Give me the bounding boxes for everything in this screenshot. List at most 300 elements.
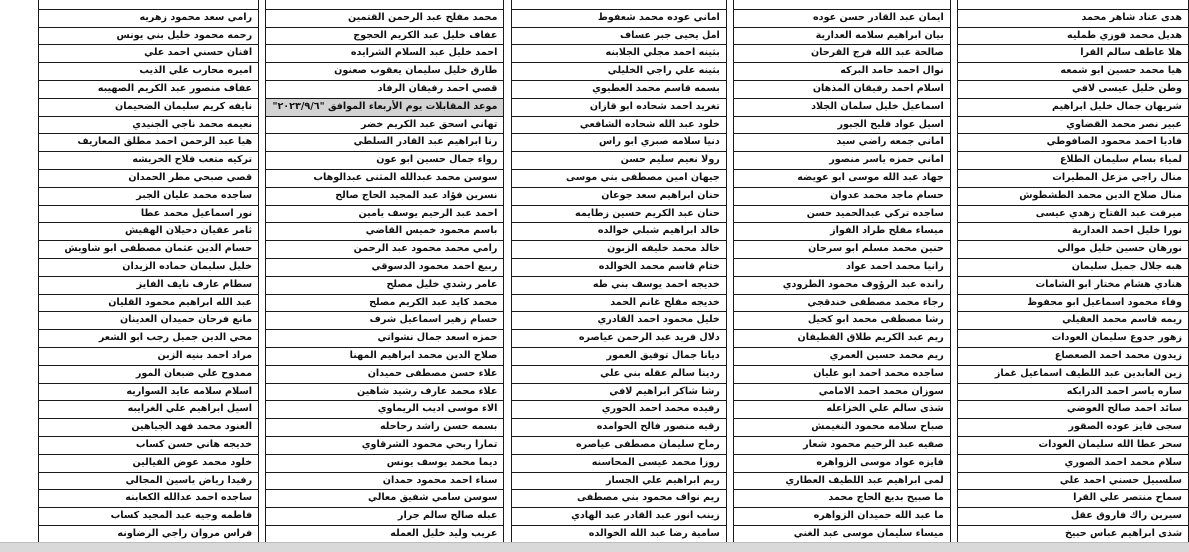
name-cell: زهور جدوع سليمان العودات — [958, 330, 1189, 348]
name-cell: ديما محمد يوسف يونس — [266, 454, 504, 472]
table-row — [39, 508, 1189, 526]
column-gap — [504, 116, 511, 134]
column-gap — [504, 383, 511, 401]
column-gap — [504, 80, 511, 98]
column-gap — [950, 169, 957, 187]
table-row — [39, 419, 1189, 437]
column-gap — [950, 152, 957, 170]
column-gap — [504, 401, 511, 419]
column-gap — [726, 134, 733, 152]
column-gap — [259, 80, 266, 98]
name-cell: عبير نصر محمد القضاوي — [958, 116, 1189, 134]
name-cell: علاء محمد عارف رشيد شاهين — [266, 383, 504, 401]
column-gap — [504, 276, 511, 294]
table-row — [39, 27, 1189, 45]
name-cell: بيان ابراهيم سلامه العدارية — [734, 27, 951, 45]
name-cell: ريم نواف محمود بني مصطفى — [511, 490, 726, 508]
column-gap — [950, 9, 957, 27]
name-cell: افنان حسني احمد علي — [39, 45, 259, 63]
name-cell: سحر عطا الله سليمان العودات — [958, 436, 1189, 454]
column-gap — [726, 401, 733, 419]
column-gap — [726, 116, 733, 134]
table-row — [39, 134, 1189, 152]
column-gap — [726, 472, 733, 490]
name-cell: رانده عبد الرؤوف محمود الطرودي — [734, 276, 951, 294]
column-gap — [259, 241, 266, 259]
table-row — [39, 276, 1189, 294]
name-cell: زينب انور عبد القادر عبد الهادي — [511, 508, 726, 526]
name-cell: سيرين راك فاروق عقل — [958, 508, 1189, 526]
name-cell: ميرفت عبد الفتاح زهدي عيسى — [958, 205, 1189, 223]
column-gap — [259, 436, 266, 454]
column-gap — [950, 187, 957, 205]
name-cell: تغريد احمد شحاده ابو قازان — [511, 98, 726, 116]
column-gap — [259, 116, 266, 134]
name-cell — [266, 0, 504, 9]
name-cell: رشا مصطفى محمد ابو كحيل — [734, 312, 951, 330]
name-cell: رولا نعيم سليم حسن — [511, 152, 726, 170]
column-gap — [259, 347, 266, 365]
column-gap — [504, 0, 511, 9]
name-cell: جيهان امين مصطفى بني موسى — [511, 169, 726, 187]
column-gap — [950, 276, 957, 294]
column-gap — [726, 187, 733, 205]
column-gap — [259, 134, 266, 152]
column-gap — [504, 152, 511, 170]
name-cell: اسيل عواد فليح الجبور — [734, 116, 951, 134]
column-gap — [950, 490, 957, 508]
column-gap — [726, 258, 733, 276]
column-gap — [504, 347, 511, 365]
name-cell: ختام قاسم محمد الخوالده — [511, 258, 726, 276]
table-row — [39, 347, 1189, 365]
name-cell: لمياء بسام سليمان الطلاع — [958, 152, 1189, 170]
table-row — [39, 312, 1189, 330]
name-cell: رامي سعد محمود زهريه — [39, 9, 259, 27]
name-cell: ميساء مفلح طراد الفواز — [734, 223, 951, 241]
name-cell: سائد احمد صالح العوضي — [958, 401, 1189, 419]
name-cell: احمد خليل عبد السلام الشرايده — [266, 45, 504, 63]
column-gap — [950, 205, 957, 223]
name-cell: عبد الله ابراهيم محمود القليان — [39, 294, 259, 312]
column-gap — [259, 401, 266, 419]
table-row — [39, 490, 1189, 508]
name-cell: طارق خليل سليمان يعقوب صعنون — [266, 63, 504, 81]
column-gap — [259, 490, 266, 508]
name-cell: علاء حسن مصطفى حميدان — [266, 365, 504, 383]
column-gap — [259, 525, 266, 543]
column-gap — [950, 223, 957, 241]
name-cell: خلود محمد عوض الفيالين — [39, 454, 259, 472]
name-cell: جهاد عبد الله موسى ابو عويضه — [734, 169, 951, 187]
column-gap — [726, 454, 733, 472]
name-cell: اسماعيل خليل سلمان الجلاد — [734, 98, 951, 116]
name-cell: محمد كايد عبد الكريم مصلح — [266, 294, 504, 312]
name-cell: رفيدا رياض ياسين المجالي — [39, 472, 259, 490]
column-gap — [504, 365, 511, 383]
column-gap — [504, 490, 511, 508]
name-cell: تركيه متعب فلاح الخريشه — [39, 152, 259, 170]
column-gap — [950, 45, 957, 63]
column-gap — [726, 330, 733, 348]
name-cell: باسم محمود خميس القاضي — [266, 223, 504, 241]
column-gap — [726, 9, 733, 27]
column-gap — [950, 365, 957, 383]
name-cell: محي الدين جميل رجب ابو الشعر — [39, 330, 259, 348]
column-gap — [950, 472, 957, 490]
name-cell: عفاف منصور عبد الكريم الصهيبه — [39, 80, 259, 98]
column-gap — [950, 63, 957, 81]
column-gap — [726, 508, 733, 526]
name-cell: اماني عوده محمد شعفوط — [511, 9, 726, 27]
name-cell: تهاني اسحق عبد الكريم خضر — [266, 116, 504, 134]
name-cell: بثينه احمد مجلي الجلابنه — [511, 45, 726, 63]
name-cell: نورا خليل احمد العدارية — [958, 223, 1189, 241]
name-cell: رنا ابراهيم عبد القادر السلطي — [266, 134, 504, 152]
name-cell: فاديا احمد محمود الصافوطي — [958, 134, 1189, 152]
name-cell: مراد احمد بنيه الزبن — [39, 347, 259, 365]
name-cell: اماني حمزه ياسر منصور — [734, 152, 951, 170]
name-cell: ربيع احمد محمود الدسوقي — [266, 258, 504, 276]
name-cell — [958, 0, 1189, 9]
name-cell: عفاف خليل عبد الكريم الحجوج — [266, 27, 504, 45]
name-cell: رحمه محمود خليل بني يونس — [39, 27, 259, 45]
name-cell: اميره محارب علي الذيب — [39, 63, 259, 81]
name-cell: امل يحيى جبر عساف — [511, 27, 726, 45]
name-cell: ريم عبد الكريم طلاق القطيفان — [734, 330, 951, 348]
name-cell: حنان ابراهيم سعد جوعان — [511, 187, 726, 205]
column-gap — [504, 63, 511, 81]
column-gap — [259, 383, 266, 401]
table-row — [39, 116, 1189, 134]
column-gap — [950, 27, 957, 45]
table-row — [39, 63, 1189, 81]
names-table — [38, 0, 1189, 544]
column-gap — [950, 330, 957, 348]
column-gap — [259, 276, 266, 294]
column-gap — [950, 258, 957, 276]
column-gap — [726, 525, 733, 543]
name-cell: حسام زهير اسماعيل شرف — [266, 312, 504, 330]
column-gap — [259, 258, 266, 276]
name-cell: هنادي هشام مختار ابو الشامات — [958, 276, 1189, 294]
table-row — [39, 294, 1189, 312]
column-gap — [950, 525, 957, 543]
name-cell: سوزان محمد احمد الامامي — [734, 383, 951, 401]
column-gap — [504, 294, 511, 312]
table-row — [39, 187, 1189, 205]
column-gap — [259, 223, 266, 241]
name-cell: خالد ابراهيم شبلي خوالده — [511, 223, 726, 241]
table-row — [39, 9, 1189, 27]
table-row — [39, 205, 1189, 223]
name-cell: دنيا سلامه صبري ابو راس — [511, 134, 726, 152]
table-row — [39, 258, 1189, 276]
name-cell: قصي صبحي مطر الحمدان — [39, 169, 259, 187]
column-gap — [950, 347, 957, 365]
column-gap — [950, 80, 957, 98]
name-cell: خديجه مفلح غانم الحمد — [511, 294, 726, 312]
table-row — [39, 0, 1189, 9]
name-cell: منال راجي مزعل المطيرات — [958, 169, 1189, 187]
column-gap — [726, 0, 733, 9]
name-cell: خليل محمود احمد القادري — [511, 312, 726, 330]
column-gap — [504, 454, 511, 472]
name-cell: رقيه منصور فالح الحوامده — [511, 419, 726, 437]
column-gap — [504, 312, 511, 330]
name-cell: سطام عارف نايف الفايز — [39, 276, 259, 294]
name-cell: خديجه احمد يوسف بني طه — [511, 276, 726, 294]
column-gap — [950, 401, 957, 419]
table-row — [39, 525, 1189, 543]
column-gap — [504, 223, 511, 241]
table-row — [39, 152, 1189, 170]
name-cell: فراس مروان راجي الرضاونه — [39, 525, 259, 543]
column-gap — [950, 241, 957, 259]
name-cell: تمارا ربحي محمود الشرقاوي — [266, 436, 504, 454]
name-cell: دلال فريد عبد الرحمن عياصره — [511, 330, 726, 348]
name-cell — [511, 0, 726, 9]
column-gap — [950, 312, 957, 330]
column-gap — [726, 45, 733, 63]
column-gap — [726, 241, 733, 259]
name-cell: ما عبد الله حميدان الزواهره — [734, 508, 951, 526]
name-cell: لمى ابراهيم عبد اللطيف العطاري — [734, 472, 951, 490]
name-cell: بسمه قاسم محمد العطيوي — [511, 80, 726, 98]
column-gap — [504, 472, 511, 490]
name-cell: وطن خليل عيسى لافي — [958, 80, 1189, 98]
name-cell: صالحة عبد الله فرج القرحان — [734, 45, 951, 63]
column-gap — [259, 45, 266, 63]
table-row — [39, 241, 1189, 259]
name-cell: رشا شاكر ابراهيم لافي — [511, 383, 726, 401]
column-gap — [504, 187, 511, 205]
name-cell: نور اسماعيل محمد عطا — [39, 205, 259, 223]
table-row — [39, 401, 1189, 419]
name-cell: سجى فايز عوده الصقور — [958, 419, 1189, 437]
name-cell: رامي محمد محمود عبد الرحمن — [266, 241, 504, 259]
column-gap — [726, 365, 733, 383]
name-cell: الاء موسى اديب الريماوي — [266, 401, 504, 419]
name-cell: روزا محمد عيسى المحاسنه — [511, 454, 726, 472]
table-row — [39, 169, 1189, 187]
column-gap — [504, 330, 511, 348]
name-cell: ايمان عبد القادر حسن عوده — [734, 9, 951, 27]
column-gap — [726, 436, 733, 454]
name-cell: شذى ابراهيم عباس حبيخ — [958, 525, 1189, 543]
name-cell: العنود محمد فهد الجياهين — [39, 419, 259, 437]
column-gap — [504, 9, 511, 27]
name-cell: رجاء محمد مصطفى خندقجي — [734, 294, 951, 312]
name-cell: ديانا جمال توفيق العمور — [511, 347, 726, 365]
table-row — [39, 383, 1189, 401]
name-cell: رواء جمال حسين ابو عون — [266, 152, 504, 170]
name-cell: عامر رشدي خليل مصلح — [266, 276, 504, 294]
column-gap — [504, 508, 511, 526]
column-gap — [259, 98, 266, 116]
table-row — [39, 98, 1189, 116]
interview-date-note: موعد المقابلات يوم الأربعاء الموافق "٢٠٢٣/٩/٦" — [266, 98, 504, 116]
column-gap — [259, 169, 266, 187]
name-cell: سوسن محمد عبدالله المثنى عبدالوهاب — [266, 169, 504, 187]
column-gap — [726, 294, 733, 312]
page-bottom-edge — [0, 542, 1189, 552]
name-cell: اماني جمعه راضي سيد — [734, 134, 951, 152]
column-gap — [726, 276, 733, 294]
column-gap — [726, 205, 733, 223]
name-cell: ما صبيح بديع الحاج محمد — [734, 490, 951, 508]
name-cell: شريهان جمال خليل ابراهيم — [958, 98, 1189, 116]
column-gap — [726, 152, 733, 170]
name-cell: سلام محمد احمد الصوري — [958, 454, 1189, 472]
name-cell: سماح منتصر علي القرا — [958, 490, 1189, 508]
column-gap — [259, 187, 266, 205]
name-cell: خديجه هاني حسن كساب — [39, 436, 259, 454]
column-gap — [950, 454, 957, 472]
column-gap — [259, 0, 266, 9]
column-gap — [259, 205, 266, 223]
name-cell: سلسبيل حسني احمد علي — [958, 472, 1189, 490]
column-gap — [259, 419, 266, 437]
name-cell: ميساء سليمان موسى عبد الغني — [734, 525, 951, 543]
column-gap — [726, 223, 733, 241]
column-gap — [726, 63, 733, 81]
name-cell: صباح سلامه محمود النغيمش — [734, 419, 951, 437]
name-cell: ريم ابراهيم علي الجسار — [511, 472, 726, 490]
table-row — [39, 472, 1189, 490]
column-gap — [950, 0, 957, 9]
name-cell: ساجده احمد عدالله الكعابنه — [39, 490, 259, 508]
name-cell: ثامر عقيان دحيلان الهقيش — [39, 223, 259, 241]
name-cell: حسام الدين عثمان مصطفى ابو شاويش — [39, 241, 259, 259]
name-cell: زين العابدين عبد اللطيف اسماعيل غماز — [958, 365, 1189, 383]
column-gap — [504, 98, 511, 116]
name-cell: خلود عبد الله شحاده الشافعي — [511, 116, 726, 134]
column-gap — [504, 241, 511, 259]
column-gap — [950, 383, 957, 401]
table-row — [39, 365, 1189, 383]
name-cell: اسلام سلامه عايد السواريه — [39, 383, 259, 401]
table-row — [39, 436, 1189, 454]
names-table-body — [39, 0, 1189, 543]
column-gap — [950, 419, 957, 437]
name-cell: ساجده محمد احمد ابو عليان — [734, 365, 951, 383]
column-gap — [259, 312, 266, 330]
column-gap — [950, 436, 957, 454]
name-cell: عبله صالح سالم جرار — [266, 508, 504, 526]
column-gap — [950, 116, 957, 134]
column-gap — [726, 419, 733, 437]
name-cell: بسمه حسن راشد رحاحله — [266, 419, 504, 437]
name-cell: قصي احمد رفيقان الرفاد — [266, 80, 504, 98]
column-gap — [259, 27, 266, 45]
name-cell: حنين محمد مسلم ابو سرحان — [734, 241, 951, 259]
column-gap — [259, 9, 266, 27]
name-cell: هبه جلال جميل سليمان — [958, 258, 1189, 276]
column-gap — [504, 205, 511, 223]
column-gap — [950, 134, 957, 152]
column-gap — [259, 330, 266, 348]
name-cell: ريمه قاسم محمد العقيلي — [958, 312, 1189, 330]
name-cell: ساجده تركي عبدالحميد حسن — [734, 205, 951, 223]
column-gap — [950, 98, 957, 116]
column-gap — [504, 419, 511, 437]
column-gap — [726, 27, 733, 45]
name-cell: نوال احمد حامد البركه — [734, 63, 951, 81]
column-gap — [259, 365, 266, 383]
name-cell: محمد مفلح عبد الرحمن القتمين — [266, 9, 504, 27]
name-cell: نايفه كريم سليمان الضحيمان — [39, 98, 259, 116]
name-cell: رماح سليمان مصطفى عياصره — [511, 436, 726, 454]
names-table-container — [38, 0, 1189, 544]
column-gap — [726, 347, 733, 365]
name-cell: نورهان حسين خليل موالي — [958, 241, 1189, 259]
name-cell: ممدوح علي ضبعان المور — [39, 365, 259, 383]
name-cell: حنان عبد الكريم حسين زطايمه — [511, 205, 726, 223]
column-gap — [504, 134, 511, 152]
name-cell: هدى عناد شاهر محمد — [958, 9, 1189, 27]
name-cell: خالد محمد خليفه الزبون — [511, 241, 726, 259]
name-cell: شذى سالم علي الخزاعله — [734, 401, 951, 419]
name-cell: سناء احمد محمود حمدان — [266, 472, 504, 490]
name-cell: ردينا سالم عقله بني علي — [511, 365, 726, 383]
name-cell — [734, 0, 951, 9]
column-gap — [726, 490, 733, 508]
column-gap — [726, 312, 733, 330]
column-gap — [259, 508, 266, 526]
column-gap — [504, 27, 511, 45]
name-cell: رفيده محمد احمد الحوري — [511, 401, 726, 419]
column-gap — [504, 525, 511, 543]
column-gap — [504, 45, 511, 63]
name-cell: وفاء محمود اسماعيل ابو محفوظ — [958, 294, 1189, 312]
name-cell: سوسن سامي شفيق معالي — [266, 490, 504, 508]
column-gap — [950, 294, 957, 312]
name-cell: سامية رضا عبد الله الخوالده — [511, 525, 726, 543]
column-gap — [726, 80, 733, 98]
column-gap — [259, 63, 266, 81]
name-cell: فايزه عواد موسى الزواهره — [734, 454, 951, 472]
name-cell: احمد عبد الرحيم يوسف يامين — [266, 205, 504, 223]
name-cell: حسام ماجد محمد عدوان — [734, 187, 951, 205]
column-gap — [726, 169, 733, 187]
table-row — [39, 80, 1189, 98]
name-cell: اسيل ابراهيم علي الغرايبه — [39, 401, 259, 419]
column-gap — [259, 454, 266, 472]
name-cell: بثينه علي راجي الخليلي — [511, 63, 726, 81]
name-cell: ساجده محمد عليان الجبر — [39, 187, 259, 205]
name-cell: ساره ياسر احمد الدرابكه — [958, 383, 1189, 401]
table-row — [39, 330, 1189, 348]
name-cell: ريم محمد حسين العمري — [734, 347, 951, 365]
name-cell: زيدون محمد احمد الصعصاع — [958, 347, 1189, 365]
column-gap — [504, 436, 511, 454]
column-gap — [726, 98, 733, 116]
table-row — [39, 223, 1189, 241]
name-cell: صلاح الدين محمد ابراهيم المهنا — [266, 347, 504, 365]
name-cell: هيا عبد الرحمن احمد مطلق المعاريف — [39, 134, 259, 152]
column-gap — [259, 472, 266, 490]
name-cell: هديل محمد فوزي طمليه — [958, 27, 1189, 45]
name-cell: نسرين فؤاد عبد المجيد الحاج صالح — [266, 187, 504, 205]
column-gap — [504, 258, 511, 276]
name-cell: نعيمه محمد ناجي الجنيدي — [39, 116, 259, 134]
name-cell: رانيا محمد احمد عواد — [734, 258, 951, 276]
column-gap — [950, 508, 957, 526]
table-row — [39, 454, 1189, 472]
name-cell — [39, 0, 259, 9]
name-cell: خليل سليمان حماده الزيدان — [39, 258, 259, 276]
